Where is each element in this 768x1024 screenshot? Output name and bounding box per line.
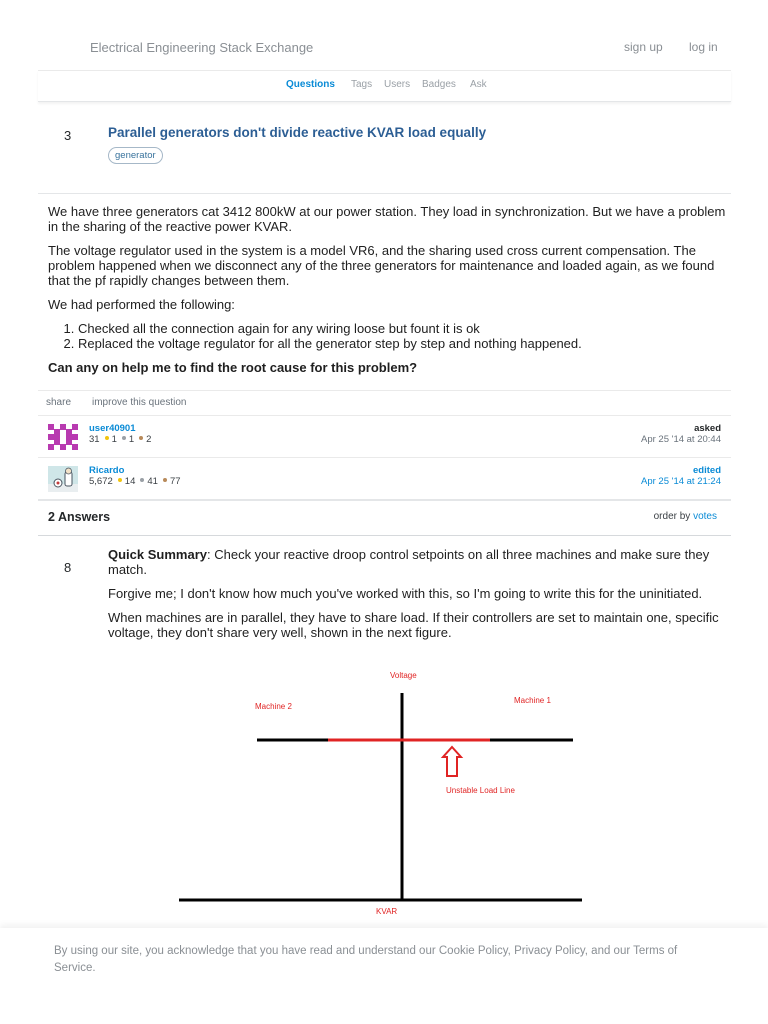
question-header <box>38 102 731 194</box>
bronze-badge-count: 2 <box>146 434 152 445</box>
nav-tags[interactable]: Tags <box>351 79 373 90</box>
question-vote-count: 3 <box>64 128 72 143</box>
bronze-badge-icon <box>139 436 143 440</box>
machine-1-label: Machine 1 <box>514 696 551 705</box>
answer-vote-count: 8 <box>64 560 72 575</box>
nav-bar <box>38 70 731 102</box>
editor-card <box>38 458 731 500</box>
cookie-notice[interactable]: By using our site, you acknowledge that you have read and understand our Cookie Policy, Privacy Policy, and our Terms of Service. <box>54 945 678 974</box>
silver-badge-icon <box>140 478 144 482</box>
login-link[interactable]: log in <box>689 40 718 54</box>
order-by-votes[interactable]: votes <box>693 511 717 522</box>
load-line-figure <box>160 664 600 926</box>
signup-link[interactable]: sign up <box>624 40 663 54</box>
question-paragraph: We had performed the following: <box>48 297 235 312</box>
silver-badge-count: 41 <box>147 476 158 487</box>
share-link[interactable]: share <box>46 397 72 408</box>
nav-questions[interactable]: Questions <box>286 79 335 90</box>
kvar-axis-label: KVAR <box>376 907 398 916</box>
nav-badges[interactable]: Badges <box>422 79 456 90</box>
answer-summary <box>108 547 728 577</box>
gold-badge-icon <box>118 478 122 482</box>
answer-body <box>108 547 728 649</box>
nav-users[interactable]: Users <box>384 79 411 90</box>
reputation-score: 31 <box>89 434 100 445</box>
improve-question-link[interactable]: improve this question <box>92 397 187 408</box>
nav-ask[interactable]: Ask <box>470 79 487 90</box>
identicon-avatar[interactable] <box>48 424 78 450</box>
list-item: 2. Replaced the voltage regulator for all the generator step by step and nothing happened. <box>78 336 728 351</box>
edited-time[interactable]: Apr 25 '14 at 21:24 <box>641 476 721 487</box>
summary-text: : Check your reactive droop control setpoints on all three machines and make sure they match. <box>108 547 710 577</box>
gold-badge-icon <box>105 436 109 440</box>
asked-label: asked <box>694 423 721 434</box>
up-arrow-icon <box>443 747 461 776</box>
answer-paragraph: Forgive me; I don't know how much you've worked with this, so I'm going to write this for the uninitiated. <box>108 586 703 601</box>
edited-label[interactable]: edited <box>693 465 721 476</box>
silver-badge-count: 1 <box>128 434 135 445</box>
editor-name[interactable]: Ricardo <box>89 465 125 476</box>
answers-count: 2 Answers <box>48 510 111 524</box>
top-bar <box>0 0 768 70</box>
answers-header <box>38 500 731 536</box>
bronze-badge-count: 77 <box>169 476 181 487</box>
summary-heading: Quick Summary <box>108 547 207 562</box>
question-body <box>48 204 728 384</box>
gold-badge-count: 14 <box>124 476 136 487</box>
list-item: 1. Checked all the connection again for any wiring loose but fount it is ok <box>78 321 728 336</box>
asker-card <box>38 416 731 458</box>
post-actions <box>38 390 731 416</box>
site-title[interactable]: Electrical Engineering Stack Exchange <box>90 40 314 55</box>
asked-time: Apr 25 '14 at 20:44 <box>641 434 721 445</box>
question-closing: Can any on help me to find the root cause for this problem? <box>48 360 418 375</box>
user-avatar[interactable] <box>48 466 78 492</box>
voltage-axis-label: Voltage <box>390 671 417 680</box>
machine-2-label: Machine 2 <box>255 702 292 711</box>
answer-paragraph: When machines are in parallel, they have to share load. If their controllers are set to maintain one, specific voltage, they don't share very well, shown in the next figure. <box>108 610 719 640</box>
order-by-label: order by <box>653 511 691 522</box>
question-title[interactable]: Parallel generators don't divide reactive KVAR load equally <box>108 125 487 140</box>
gold-badge-count: 1 <box>111 434 117 445</box>
asker-name[interactable]: user40901 <box>89 423 136 434</box>
reputation-score: 5,672 <box>89 476 113 487</box>
unstable-load-line-label: Unstable Load Line <box>446 786 515 795</box>
silver-badge-icon <box>122 436 126 440</box>
tag-generator[interactable]: generator <box>108 147 163 164</box>
question-list <box>78 321 728 351</box>
cookie-banner <box>0 928 768 1024</box>
question-paragraph: We have three generators cat 3412 800kW at our power station. They load in synchronization. But we have a problem in the sharing of the reactive power KVAR. <box>48 204 726 234</box>
order-by <box>654 511 717 522</box>
bronze-badge-icon <box>163 478 167 482</box>
editor-reputation <box>89 476 181 487</box>
question-paragraph: The voltage regulator used in the system is a model VR6, and the sharing used cross current compensation. The problem happened when we disconnect any of the three generators for maintenance and loaded again, as we found that the pf rapidly changes between them. <box>48 243 715 288</box>
asker-reputation <box>89 434 151 445</box>
